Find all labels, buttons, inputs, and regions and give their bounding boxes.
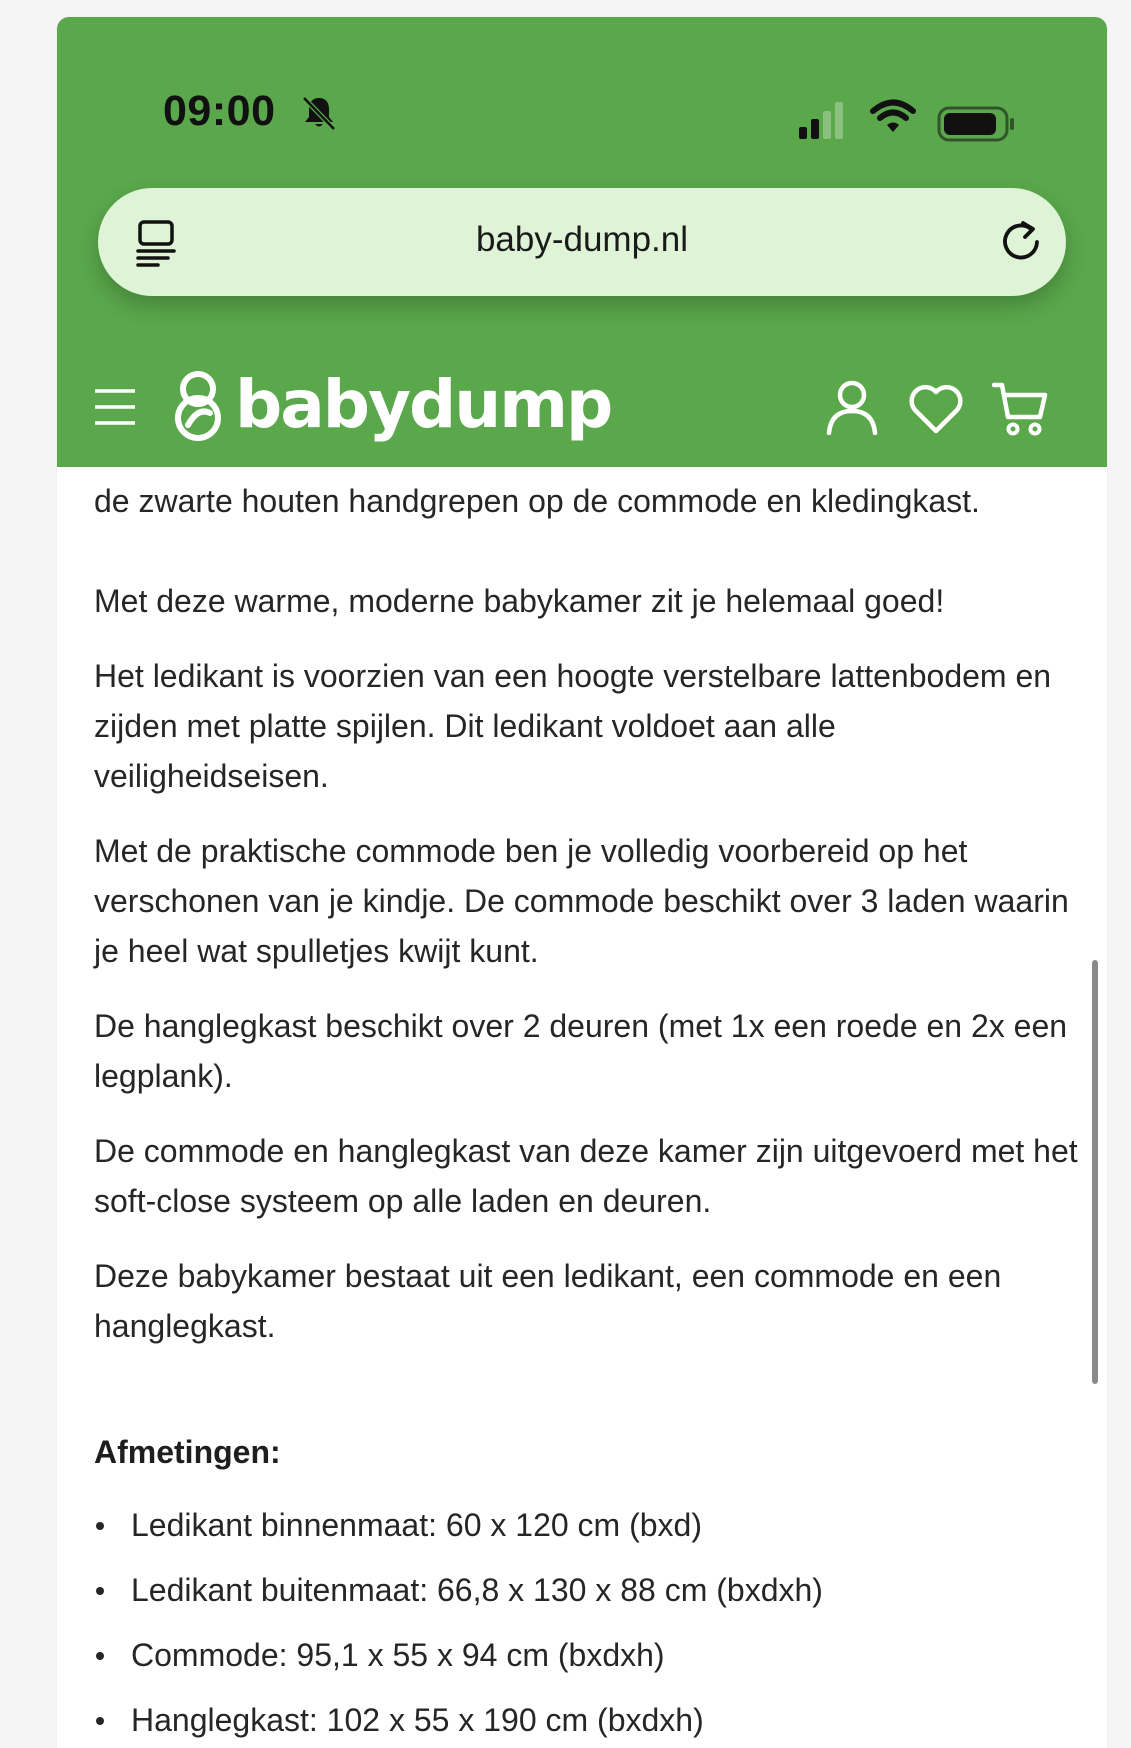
article-paragraph: Met de praktische commode ben je volledig voorbereid op het verschonen van je kindje. De commode beschikt over 3 laden waarin je heel wat spulletjes kwijt kunt.	[94, 833, 1069, 969]
dimensions-list	[94, 1500, 823, 1748]
site-logo-text[interactable]: babydump	[235, 366, 612, 443]
article-paragraph: Het ledikant is voorzien van een hoogte verstelbare lattenbodem en zijden met platte spijlen. Dit ledikant voldoet aan alle veiligheidseisen.	[94, 658, 1052, 794]
article-partial-line: de zwarte houten handgrepen op de commode en kledingkast.	[94, 483, 980, 519]
scrollbar[interactable]	[1092, 960, 1098, 1384]
heart-icon[interactable]	[907, 383, 965, 435]
cart-icon[interactable]	[992, 379, 1048, 437]
site-topbar	[57, 17, 1107, 467]
phone-screen	[57, 17, 1107, 1748]
article-paragraph: Met deze warme, moderne babykamer zit je helemaal goed!	[94, 583, 945, 619]
account-icon[interactable]	[825, 379, 879, 435]
article-paragraph: Deze babykamer bestaat uit een ledikant, een commode en een hanglegkast.	[94, 1258, 1002, 1344]
article-paragraph: De commode en hanglegkast van deze kamer zijn uitgevoerd met het soft-close systeem op alle laden en deuren.	[94, 1133, 1078, 1219]
address-bar[interactable]	[98, 188, 1066, 296]
url-text[interactable]: baby-dump.nl	[475, 220, 689, 259]
list-item: Ledikant buitenmaat: 66,8 x 130 x 88 cm (bxdxh)	[94, 1565, 823, 1630]
signal-icon	[797, 97, 857, 147]
logo-icon[interactable]	[170, 369, 226, 441]
wifi-icon	[869, 97, 917, 137]
reload-icon[interactable]	[998, 219, 1044, 265]
list-item: Ledikant binnenmaat: 60 x 120 cm (bxd)	[94, 1500, 823, 1565]
status-time: 09:00	[163, 87, 276, 135]
list-item: Hanglegkast: 102 x 55 x 190 cm (bxdxh)	[94, 1695, 823, 1748]
article-paragraph: De hanglegkast beschikt over 2 deuren (met 1x een roede en 2x een legplank).	[94, 1008, 1068, 1094]
bell-slash-icon	[299, 93, 339, 133]
menu-icon[interactable]	[93, 385, 137, 429]
dimensions-heading: Afmetingen:	[94, 1434, 281, 1470]
list-item: Commode: 95,1 x 55 x 94 cm (bxdxh)	[94, 1630, 823, 1695]
battery-icon	[937, 105, 1017, 143]
